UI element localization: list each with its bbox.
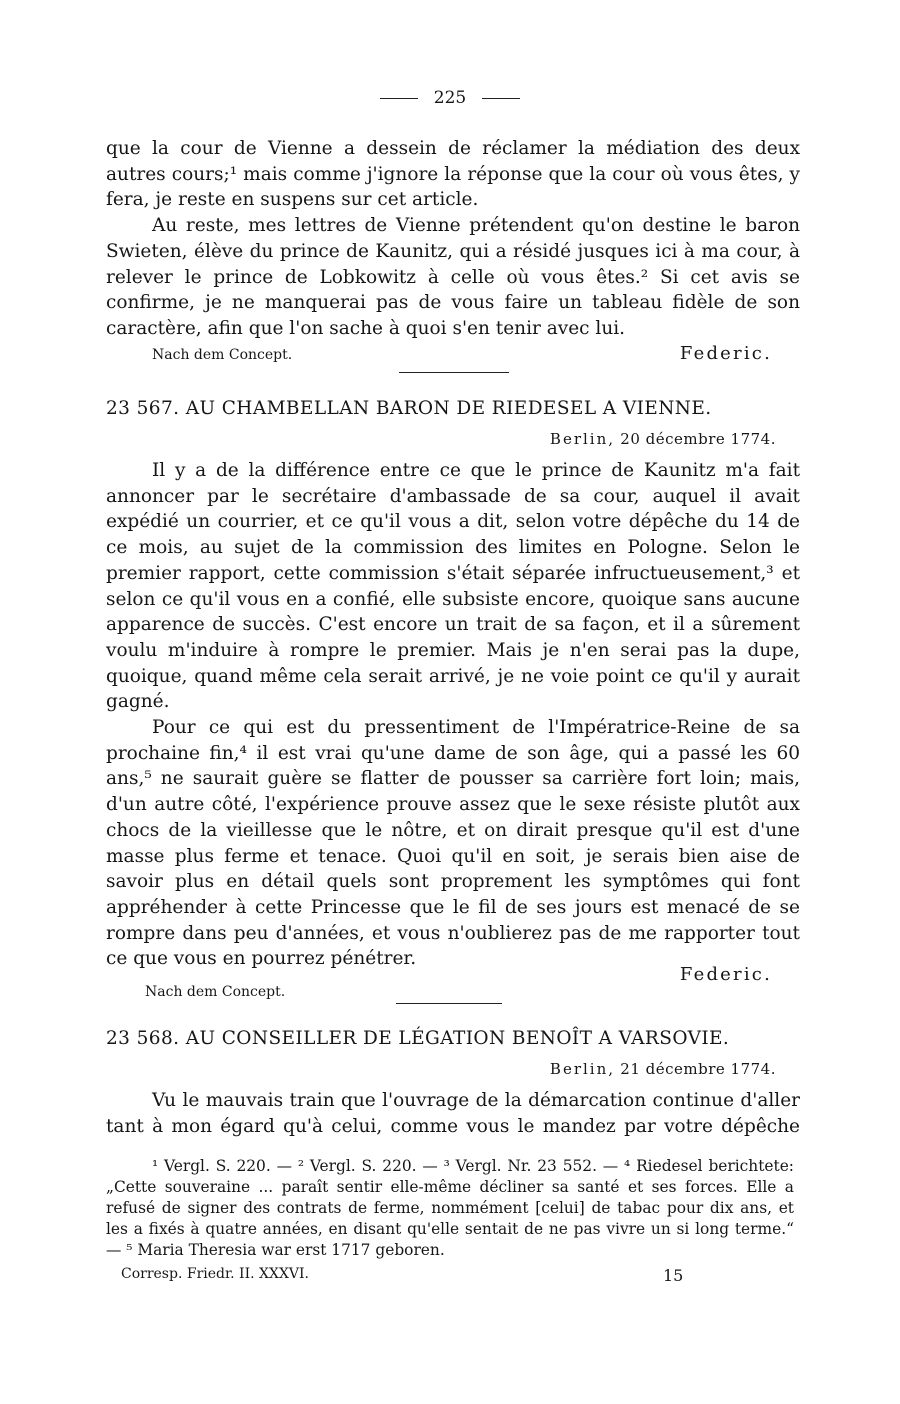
paragraph: Il y a de la différence entre ce que le prince de Kaunitz m'a fait annoncer par le secrétaire d'ambassade de sa cour, auquel il avait expédié un courrier, et ce qu'il vous a dit, selon votre dépêche du 14 de ce mois, au sujet de la commission des limites en Pologne. Selon le premier rapport, cette commission s'était séparée infructueusement,³ et selon ce qu'il vous en a confié, elle subsiste encore, quoique sans aucune apparence de succès. C'est encore un trait de sa façon, et il a sûrement voulu m'induire à rompre le premier. Mais je n'en serai pas la dupe, quoique, quand même cela serait arrivé, je ne voie point ce qu'il y aurait gagné. xyxy=(106,460,800,713)
paragraph: Pour ce qui est du pressentiment de l'Impératrice-Reine de sa prochaine fin,⁴ il est vrai qu'une dame de son âge, qui a passé les 60 ans,⁵ ne saurait guère se flatter de pousser sa carrière fort loin; mais, d'un autre côté, l'expérience prouve assez que le sexe résiste plutôt aux chocs de la vieillesse que le nôtre, et on dirait presque qu'il est d'une masse plus ferme et tenace. Quoi qu'il en soit, je serais bien aise de savoir plus en détail quels sont proprement les symptômes qui font appréhender à cette Princesse que le fil de ses jours est menacé de se rompre dans peu d'années, et vous n'oublierez pas de me rapporter tout ce que vous en pourrez pénétrer. xyxy=(106,717,800,970)
paragraph: Vu le mauvais train que l'ouvrage de la démarcation continue d'aller tant à mon égard qu'à celui, comme vous le mandez par votre dépêche xyxy=(106,1090,800,1137)
signature: Federic. xyxy=(679,964,772,985)
section-divider xyxy=(399,372,509,373)
dateline-date: 21 décembre 1774. xyxy=(620,1060,776,1078)
dateline xyxy=(550,1060,776,1078)
dateline-date: 20 décembre 1774. xyxy=(620,430,776,448)
continued-letter-body xyxy=(106,136,800,342)
dateline-place: Berlin, xyxy=(549,1060,616,1078)
letter-number: 23 567. xyxy=(106,398,180,419)
page-number: 225 xyxy=(433,88,467,108)
letter-addressee: AU CONSEILLER DE LÉGATION BENOÎT A VARSOVIE. xyxy=(185,1028,730,1049)
letter-heading xyxy=(106,398,800,419)
source-note: Nach dem Concept. xyxy=(145,984,286,1000)
collection-title: Corresp. Friedr. II. XXXVI. xyxy=(121,1266,309,1282)
source-note: Nach dem Concept. xyxy=(152,347,293,363)
signature: Federic. xyxy=(679,343,772,364)
header-dash-left xyxy=(380,98,418,99)
letter-body xyxy=(106,458,800,972)
letter-addressee: AU CHAMBELLAN BARON DE RIEDESEL A VIENNE. xyxy=(185,398,712,419)
paragraph: que la cour de Vienne a dessein de réclamer la médiation des deux autres cours;¹ mais comme j'ignore la réponse que la cour où vous êtes, y fera, je reste en suspens sur cet article. xyxy=(106,138,800,211)
dateline-place: Berlin, xyxy=(549,430,616,448)
paragraph: Au reste, mes lettres de Vienne prétendent qu'on destine le baron Swieten, élève du prince de Kaunitz, qui a résidé jusques ici à ma cour, à relever le prince de Lobkowitz à celle où vous êtes.² Si cet avis se confirme, je ne manquerai pas de vous faire un tableau fidèle de son caractère, afin que l'on sache à quoi s'en tenir avec lui. xyxy=(106,215,800,339)
footnotes xyxy=(106,1156,794,1261)
section-divider xyxy=(396,1003,502,1004)
header-dash-right xyxy=(482,98,520,99)
running-header xyxy=(0,88,900,108)
letter-heading xyxy=(106,1028,800,1049)
letter-body xyxy=(106,1088,800,1139)
letter-number: 23 568. xyxy=(106,1028,180,1049)
page-footer xyxy=(121,1266,684,1285)
dateline xyxy=(550,430,776,448)
source-note-row xyxy=(152,343,772,364)
footnote: ¹ Vergl. S. 220. — ² Vergl. S. 220. — ³ Vergl. Nr. 23 552. — ⁴ Riedesel berichtete: „Cette souveraine ... paraît sentir elle-même décliner sa santé et ses forces. Elle a refusé de signer des contrats de ferme, nommément [celui] de tabac pour dix ans, et les a fixés à quatre années, en disant qu'elle sentait de ne pas vivre un si long terme.“ — ⁵ Maria Theresia war erst 1717 geboren. xyxy=(106,1157,794,1259)
signature-mark: 15 xyxy=(663,1266,684,1285)
